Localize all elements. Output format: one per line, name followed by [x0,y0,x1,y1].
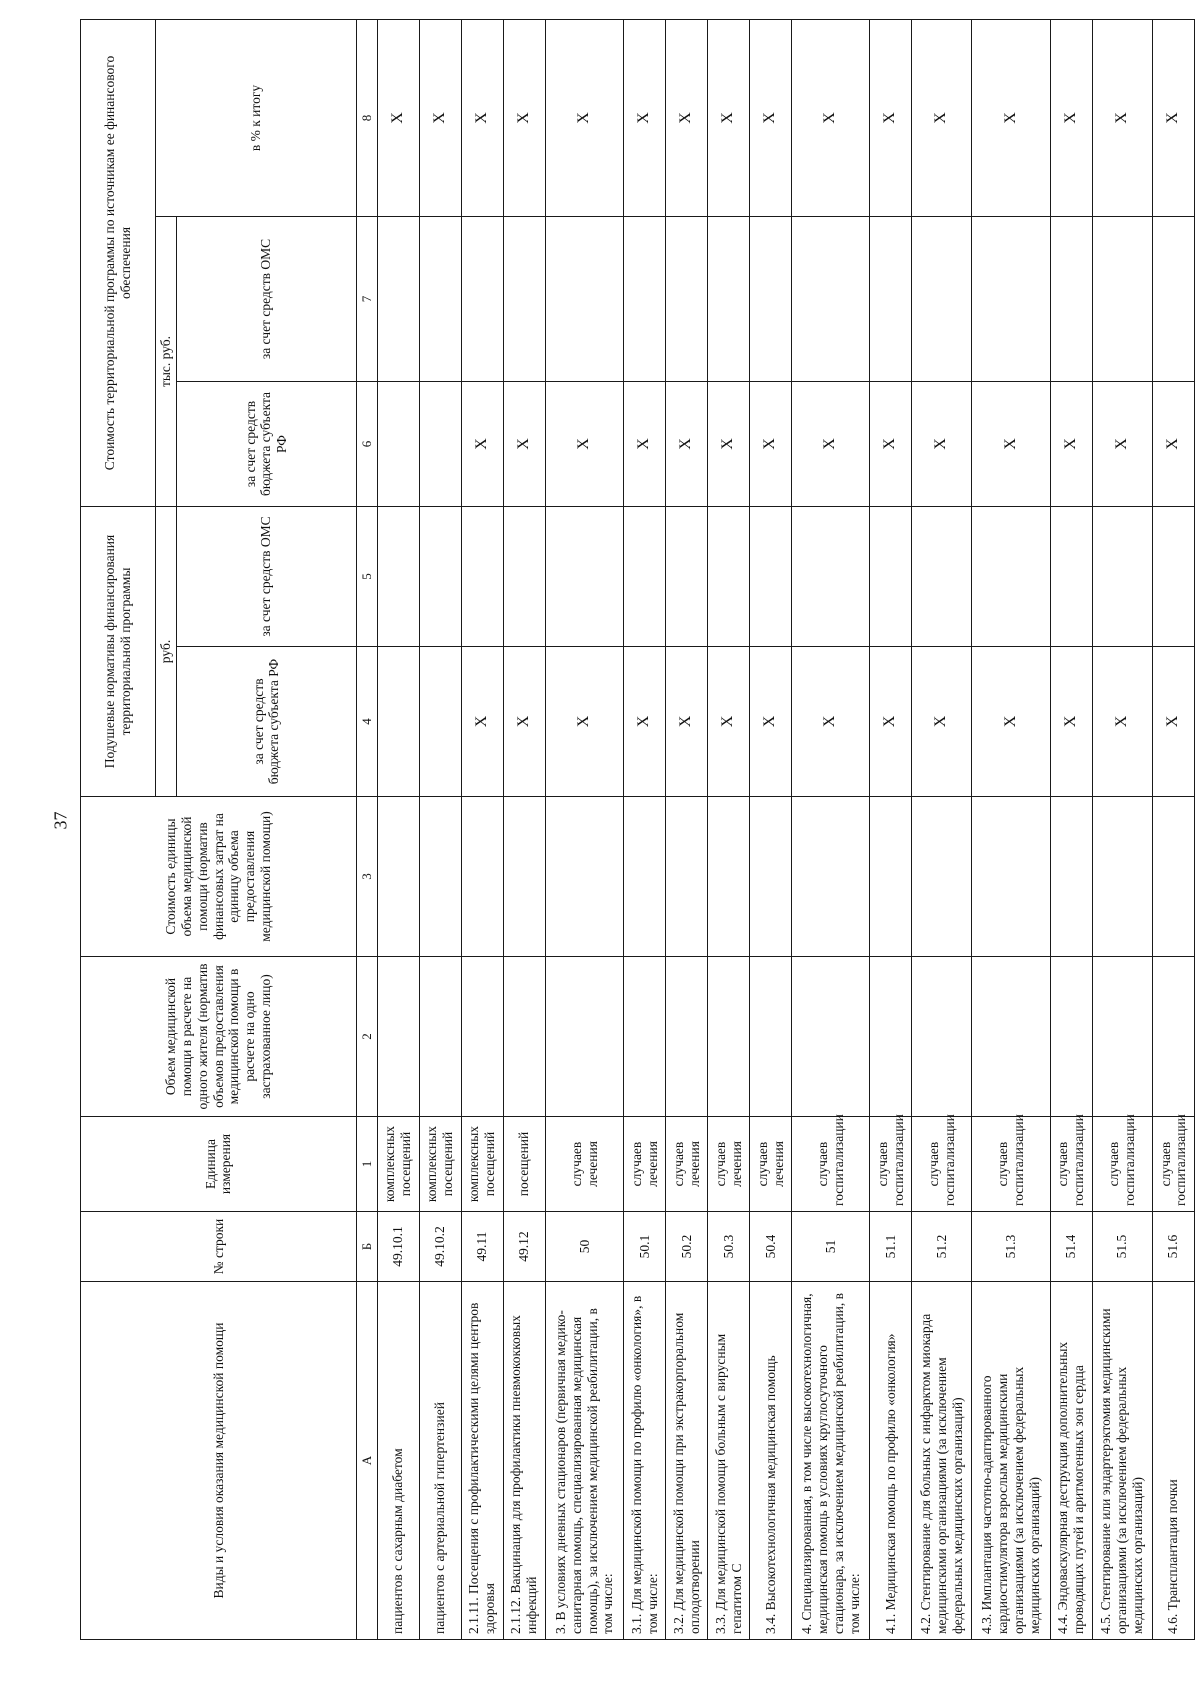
row-oms-per-capita [419,506,461,646]
row-line-number: 51.5 [1092,1212,1152,1282]
row-volume [972,957,1050,1117]
row-oms-cost [503,216,545,381]
col-number: 4 [356,647,377,797]
row-oms-per-capita [666,506,708,646]
table-row [377,19,419,1639]
row-name: 4. Специализированная, в том числе высокотехнологичная, медицинская помощь в условиях круглосуточного стационара, за исключением медицинской реабилитации, в том числе: [792,1282,870,1640]
row-name: 4.5. Стентирование или эндартерэктомия медицинскими организациями (за исключением федеральных медицинских организаций) [1092,1282,1152,1640]
row-unit-cost [912,797,972,957]
row-unit: случаев лечения [708,1117,750,1212]
row-oms-per-capita [461,506,503,646]
header-group-cost: Стоимость территориальной программы по источникам ее финансового обеспечения [81,19,156,506]
row-name: 4.2. Стентирование для больных с инфарктом миокарда медицинскими организациями (за исключением федеральных медицинских организаций) [912,1282,972,1640]
row-unit: случаев госпитализации [792,1117,870,1212]
row-percent-total: X [545,19,623,216]
row-budget-per-capita: X [503,647,545,797]
row-percent-total: X [750,19,792,216]
row-unit: случаев лечения [624,1117,666,1212]
row-budget-cost: X [461,381,503,506]
rotated-page [80,20,1195,1640]
table-row [461,19,503,1639]
row-oms-cost [1152,216,1194,381]
row-budget-per-capita: X [972,647,1050,797]
row-name: 3.3. Для медицинской помощи больным с вирусным гепатитом С [708,1282,750,1640]
col-number: 5 [356,506,377,646]
row-budget-per-capita: X [1050,647,1092,797]
row-line-number: 50.4 [750,1212,792,1282]
row-volume [750,957,792,1117]
row-budget-cost: X [1152,381,1194,506]
header-col-a: Виды и условия оказания медицинской помощи [81,1282,357,1640]
row-unit: посещений [503,1117,545,1212]
row-volume [461,957,503,1117]
row-budget-per-capita: X [912,647,972,797]
row-line-number: 50.3 [708,1212,750,1282]
row-volume [666,957,708,1117]
row-budget-cost: X [708,381,750,506]
row-oms-per-capita [1050,506,1092,646]
row-budget-cost: X [545,381,623,506]
row-line-number: 51.3 [972,1212,1050,1282]
row-percent-total: X [870,19,912,216]
header-unit-rub: руб. [156,506,177,796]
header-col-5: за счет средств ОМС [176,506,356,646]
page-number: 37 [50,811,71,830]
table-row [666,19,708,1639]
row-oms-cost [1092,216,1152,381]
header-col-4: за счет средств бюджета субъекта РФ [176,647,356,797]
row-budget-cost: X [666,381,708,506]
row-volume [377,957,419,1117]
row-oms-cost [972,216,1050,381]
row-unit-cost [461,797,503,957]
table-row [545,19,623,1639]
header-col-7: за счет средств ОМС [176,216,356,381]
row-name: 3.4. Высокотехнологичная медицинская помощь [750,1282,792,1640]
header-col-6: за счет средств бюджета субъекта РФ [176,381,356,506]
row-percent-total: X [792,19,870,216]
row-percent-total: X [708,19,750,216]
table-row [419,19,461,1639]
row-name: 3.1. Для медицинской помощи по профилю «онкология», в том числе: [624,1282,666,1640]
row-line-number: 51.1 [870,1212,912,1282]
row-budget-per-capita: X [461,647,503,797]
row-oms-cost [1050,216,1092,381]
row-oms-per-capita [1092,506,1152,646]
row-oms-cost [792,216,870,381]
row-name: пациентов с артериальной гипертензией [419,1282,461,1640]
row-oms-cost [624,216,666,381]
col-number: 6 [356,381,377,506]
table-row [624,19,666,1639]
row-oms-per-capita [545,506,623,646]
row-line-number: 51.2 [912,1212,972,1282]
row-unit: случаев госпитализации [972,1117,1050,1212]
row-unit: комплексных посещений [419,1117,461,1212]
row-budget-per-capita: X [708,647,750,797]
row-volume [912,957,972,1117]
row-unit: случаев госпитализации [912,1117,972,1212]
row-budget-cost: X [792,381,870,506]
col-number: 8 [356,19,377,216]
row-name: 4.1. Медицинская помощь по профилю «онкология» [870,1282,912,1640]
row-oms-per-capita [750,506,792,646]
row-percent-total: X [972,19,1050,216]
row-percent-total: X [912,19,972,216]
row-unit-cost [666,797,708,957]
row-budget-per-capita: X [1152,647,1194,797]
col-number: 7 [356,216,377,381]
row-name: пациентов с сахарным диабетом [377,1282,419,1640]
row-percent-total: X [461,19,503,216]
header-col-1: Единица измерения [81,1117,357,1212]
row-oms-cost [870,216,912,381]
row-line-number: 50 [545,1212,623,1282]
row-oms-per-capita [708,506,750,646]
row-oms-per-capita [1152,506,1194,646]
row-oms-cost [545,216,623,381]
row-volume [1050,957,1092,1117]
row-unit-cost [377,797,419,957]
header-col-8: в % к итогу [156,19,357,216]
row-unit-cost [708,797,750,957]
row-oms-per-capita [377,506,419,646]
row-line-number: 49.10.2 [419,1212,461,1282]
row-unit-cost [870,797,912,957]
row-oms-per-capita [972,506,1050,646]
row-volume [1092,957,1152,1117]
row-volume [792,957,870,1117]
row-unit-cost [972,797,1050,957]
row-budget-cost [419,381,461,506]
row-oms-per-capita [870,506,912,646]
row-oms-cost [708,216,750,381]
table-row [972,19,1050,1639]
row-line-number: 49.11 [461,1212,503,1282]
row-line-number: 51.4 [1050,1212,1092,1282]
col-number: А [356,1282,377,1640]
row-volume [545,957,623,1117]
header-col-b: № строки [81,1212,357,1282]
row-volume [503,957,545,1117]
row-budget-cost: X [972,381,1050,506]
row-oms-cost [912,216,972,381]
row-budget-per-capita: X [1092,647,1152,797]
row-percent-total: X [1152,19,1194,216]
row-line-number: 50.2 [666,1212,708,1282]
row-name: 2.1.11. Посещения с профилактическими целями центров здоровья [461,1282,503,1640]
row-unit: случаев лечения [666,1117,708,1212]
row-volume [870,957,912,1117]
row-budget-cost: X [912,381,972,506]
table-row [1092,19,1152,1639]
row-unit-cost [1050,797,1092,957]
row-volume [708,957,750,1117]
row-unit: случаев госпитализации [1092,1117,1152,1212]
row-budget-per-capita: X [792,647,870,797]
row-oms-cost [666,216,708,381]
row-percent-total: X [377,19,419,216]
row-unit: случаев госпитализации [1152,1117,1194,1212]
row-budget-per-capita: X [624,647,666,797]
row-unit-cost [624,797,666,957]
table-row [870,19,912,1639]
col-number: 3 [356,797,377,957]
row-oms-per-capita [792,506,870,646]
header-col-3: Стоимость единицы объема медицинской помощи (норматив финансовых затрат на единицу объема предоставления медицинской помощи) [81,797,357,957]
row-oms-cost [750,216,792,381]
table-body [377,19,1194,1639]
row-unit-cost [545,797,623,957]
row-line-number: 49.12 [503,1212,545,1282]
row-name: 4.3. Имплантация частотно-адаптированного кардиостимулятора взрослым медицинскими организациями (за исключением федеральных медицинских организаций) [972,1282,1050,1640]
row-unit-cost [1152,797,1194,957]
row-oms-per-capita [912,506,972,646]
row-unit: случаев госпитализации [870,1117,912,1212]
row-unit-cost [503,797,545,957]
row-volume [624,957,666,1117]
row-name: 4.4. Эндоваскулярная деструкция дополнительных проводящих путей и аритмогенных зон сердца [1050,1282,1092,1640]
row-unit: комплексных посещений [461,1117,503,1212]
row-unit-cost [1092,797,1152,957]
header-unit-thousand: тыс. руб. [156,216,177,506]
row-budget-cost: X [870,381,912,506]
col-number: 1 [356,1117,377,1212]
row-oms-per-capita [503,506,545,646]
row-unit-cost [750,797,792,957]
row-budget-per-capita [377,647,419,797]
row-budget-per-capita: X [545,647,623,797]
table-row [912,19,972,1639]
row-oms-per-capita [624,506,666,646]
row-unit: случаев госпитализации [1050,1117,1092,1212]
row-budget-per-capita: X [870,647,912,797]
table-row [792,19,870,1639]
col-number: Б [356,1212,377,1282]
row-budget-per-capita [419,647,461,797]
row-budget-per-capita: X [666,647,708,797]
header-group-norms: Подушевые нормативы финансирования территориальной программы [81,506,156,796]
col-number: 2 [356,957,377,1117]
row-line-number: 51 [792,1212,870,1282]
row-oms-cost [419,216,461,381]
row-line-number: 50.1 [624,1212,666,1282]
row-line-number: 49.10.1 [377,1212,419,1282]
header-col-2: Объем медицинской помощи в расчете на одного жителя (норматив объемов предоставления медицинской помощи в расчете на одно застрахованное лицо) [81,957,357,1117]
row-budget-cost: X [750,381,792,506]
table-row [750,19,792,1639]
row-percent-total: X [503,19,545,216]
row-unit-cost [419,797,461,957]
row-unit: случаев лечения [750,1117,792,1212]
row-oms-cost [377,216,419,381]
row-percent-total: X [1050,19,1092,216]
row-name: 3. В условиях дневных стационаров (первичная медико-санитарная помощь, специализированная медицинская помощь), за исключением медицинской реабилитации, в том числе: [545,1282,623,1640]
row-budget-cost: X [624,381,666,506]
row-percent-total: X [624,19,666,216]
row-percent-total: X [1092,19,1152,216]
row-volume [1152,957,1194,1117]
row-budget-cost: X [503,381,545,506]
row-budget-cost: X [1050,381,1092,506]
row-unit-cost [792,797,870,957]
row-unit: случаев лечения [545,1117,623,1212]
row-budget-cost [377,381,419,506]
row-oms-cost [461,216,503,381]
row-name: 4.6. Трансплантация почки [1152,1282,1194,1640]
table-row [503,19,545,1639]
row-percent-total: X [666,19,708,216]
row-budget-cost: X [1092,381,1152,506]
row-percent-total: X [419,19,461,216]
table-row [1050,19,1092,1639]
row-budget-per-capita: X [750,647,792,797]
row-unit: комплексных посещений [377,1117,419,1212]
row-line-number: 51.6 [1152,1212,1194,1282]
table-row [708,19,750,1639]
table-row [1152,19,1194,1639]
row-name: 2.1.12. Вакцинация для профилактики пневмококковых инфекций [503,1282,545,1640]
row-volume [419,957,461,1117]
medical-care-table [80,19,1195,1640]
row-name: 3.2. Для медицинской помощи при экстракорпоральном оплодотворении [666,1282,708,1640]
